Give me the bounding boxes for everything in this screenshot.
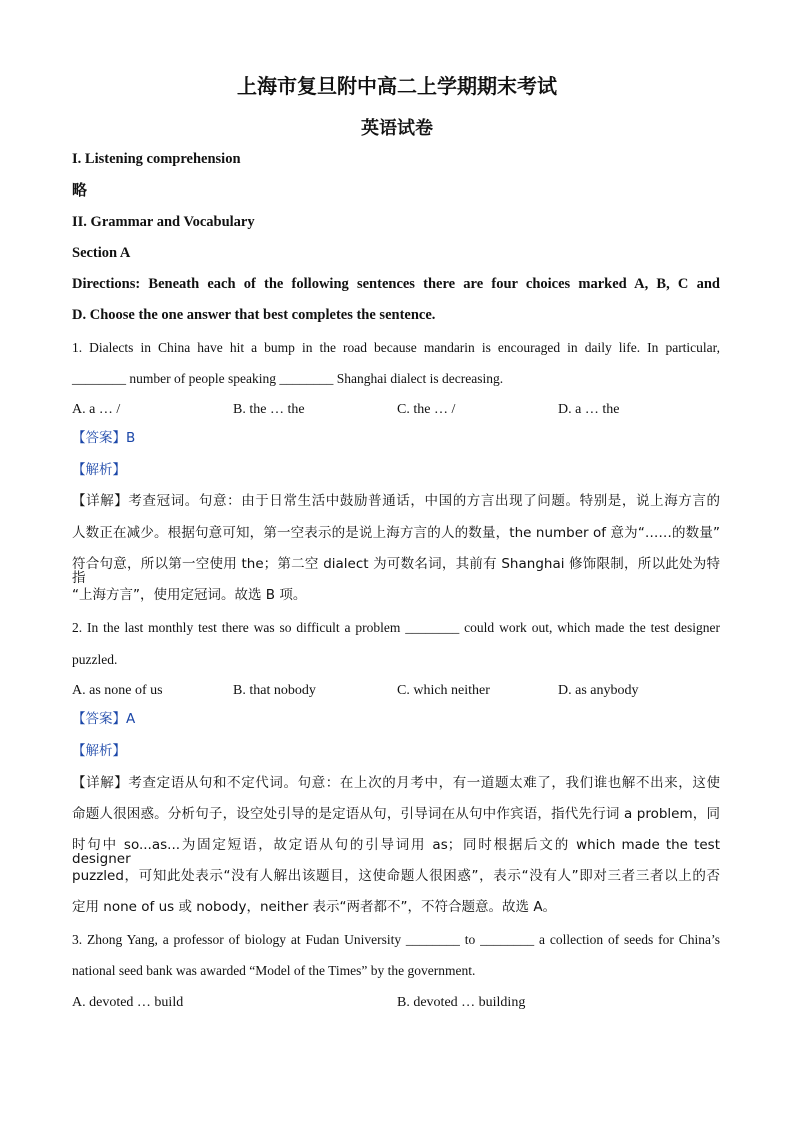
q3-stem-line-1: 3. Zhong Yang, a professor of biology at Fudan University ________ to ________ a collection of seeds for China’s <box>72 932 720 947</box>
q2-detail-line-4: puzzled，可知此处表示“没有人解出该题目，这使命题人很困惑”，表示“没有人”即对三者三者以上的否 <box>72 868 720 884</box>
q2-option-d: D. as anybody <box>558 683 639 698</box>
q1-option-b: B. the … the <box>233 402 305 417</box>
q2-answer: 【答案】A <box>72 711 136 727</box>
q2-option-a: A. as none of us <box>72 683 163 698</box>
q1-detail-line-2: 人数正在减少。根据句意可知，第一空表示的是说上海方言的人的数量，the number of 意为“……的数量” <box>72 525 720 541</box>
q1-stem-line-1: 1. Dialects in China have hit a bump in the road because mandarin is encouraged in daily life. In particular, <box>72 340 720 355</box>
q2-detail-line-2: 命题人很困惑。分析句子，设空处引导的是定语从句，引导词在从句中作宾语，指代先行词 a problem，同 <box>72 806 720 822</box>
q1-option-d: D. a … the <box>558 402 620 417</box>
q3-stem-line-2: national seed bank was awarded “Model of the Times” by the government. <box>72 963 476 978</box>
q1-option-c: C. the … / <box>397 402 456 417</box>
q2-option-c: C. which neither <box>397 683 490 698</box>
q2-option-b: B. that nobody <box>233 683 316 698</box>
listening-note: 略 <box>72 181 88 199</box>
directions-line-1: Directions: Beneath each of the following sentences there are four choices marked A, B, C and <box>72 276 720 292</box>
directions-line-2: D. Choose the one answer that best completes the sentence. <box>72 307 436 323</box>
grammar-heading: II. Grammar and Vocabulary <box>72 214 255 230</box>
exam-subtitle: 英语试卷 <box>361 118 433 139</box>
q1-analysis-label: 【解析】 <box>72 462 126 478</box>
q1-stem-line-2: ________ number of people speaking ________ Shanghai dialect is decreasing. <box>72 371 504 386</box>
q2-stem-line-2: puzzled. <box>72 652 118 667</box>
q1-detail-line-1: 【详解】考查冠词。句意：由于日常生活中鼓励普通话，中国的方言出现了问题。特别是，说上海方言的 <box>72 493 720 509</box>
q2-stem-line-1: 2. In the last monthly test there was so difficult a problem ________ could work out, which made the test designer <box>72 620 720 635</box>
q1-detail-line-3: 符合句意，所以第一空使用 the；第二空 dialect 为可数名词，其前有 Shanghai 修饰限制，所以此处为特指 <box>72 556 720 586</box>
q2-detail-line-1: 【详解】考查定语从句和不定代词。句意：在上次的月考中，有一道题太难了，我们谁也解不出来，这使 <box>72 775 720 791</box>
q3-option-a: A. devoted … build <box>72 995 184 1010</box>
q3-option-b: B. devoted … building <box>397 995 526 1010</box>
q2-analysis-label: 【解析】 <box>72 743 126 759</box>
q1-option-a: A. a … / <box>72 402 121 417</box>
section-a-heading: Section A <box>72 245 131 261</box>
q1-answer: 【答案】B <box>72 430 136 446</box>
q1-detail-line-4: “上海方言”，使用定冠词。故选 B 项。 <box>72 587 307 603</box>
exam-title: 上海市复旦附中高二上学期期末考试 <box>237 74 557 98</box>
q2-detail-line-5: 定用 none of us 或 nobody，neither 表示“两者都不”，不符合题意。故选 A。 <box>72 899 557 915</box>
listening-heading: I. Listening comprehension <box>72 151 241 167</box>
q2-detail-line-3: 时句中 so...as...为固定短语，故定语从句的引导词用 as；同时根据后文的 which made the test designer <box>72 837 720 867</box>
